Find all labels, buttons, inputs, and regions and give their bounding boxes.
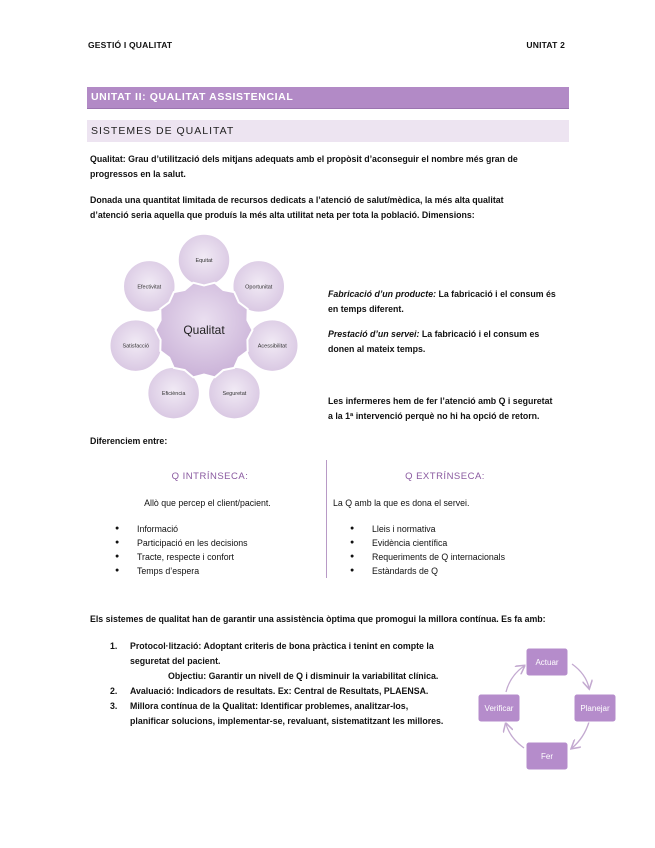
center-label: Qualitat (183, 323, 225, 337)
cycle-check (478, 694, 520, 722)
cycle-do-label: Fer (541, 752, 553, 761)
petal-label: Equitat (195, 258, 213, 264)
definition-label: Qualitat: (90, 154, 126, 164)
extrinsic-item: ● Estàndards de Q (350, 564, 505, 578)
service-text1: La fabricació i el consum es (421, 329, 540, 339)
step-3-text: Identificar problemes, analitzar-los, (260, 701, 409, 711)
step-1-text2: seguretat del pacient. (130, 656, 221, 666)
section-title: SISTEMES DE QUALITAT (87, 120, 569, 142)
step-3-number: 3. (110, 701, 118, 711)
petal-label: Seguretat (222, 391, 247, 398)
cycle-act-label: Actuar (535, 658, 559, 667)
nurse-line2: a la 1ª intervenció perquè no hi ha opció de retorn. (328, 411, 540, 421)
service-note (328, 327, 568, 357)
product-label: Fabricació d’un producte: (328, 289, 437, 299)
cycle-act (526, 648, 568, 676)
step-1-number: 1. (110, 641, 118, 651)
extrinsic-item: ● Evidència científica (350, 536, 505, 550)
intro (90, 193, 570, 223)
extrinsic-item: ● Lleis i normativa (350, 522, 505, 536)
step-1 (110, 639, 460, 654)
definition (90, 152, 570, 182)
intrinsic-item: ● Participació en les decisions (115, 536, 248, 550)
improvement-cycle (474, 644, 624, 774)
intrinsic-desc: Allò que percep el client/pacient. (144, 498, 271, 508)
dimensions-diagram (100, 232, 315, 422)
petal-label: Efectivitat (137, 284, 162, 291)
arrow-plan-do (572, 722, 589, 748)
header-right: UNITAT 2 (526, 40, 565, 50)
systems-intro: Els sistemes de qualitat han de garantir una assistència òptima que promogui la millora contínua. Es fa amb: (90, 614, 546, 624)
product-text1: La fabricació i el consum és (438, 289, 556, 299)
petal-satisfacció (110, 320, 162, 372)
cycle-plan-label: Planejar (580, 704, 610, 713)
service-label: Prestació d’un servei: (328, 329, 420, 339)
intrinsic-title: Q INTRÍNSECA: (171, 471, 249, 482)
product-text2: en temps diferent. (328, 304, 404, 314)
intrinsic-item: ● Temps d’espera (115, 564, 248, 578)
cycle-plan (574, 694, 616, 722)
cycle-check-label: Verificar (484, 704, 514, 713)
petal-equitat (178, 234, 230, 286)
intrinsic-list (115, 522, 248, 578)
petal-label: Satisfacció (122, 343, 150, 350)
extrinsic-title: Q EXTRÍNSECA: (405, 471, 485, 482)
nurse-note (328, 394, 573, 424)
petal-acessibilitat (246, 320, 298, 372)
step-1-objective (110, 669, 460, 684)
steps-list (110, 639, 460, 729)
step-1-objective-text: Garantir un nivell de Q i disminuir la variabilitat clínica. (208, 671, 439, 681)
step-1-label: Protocol·lització: (130, 641, 202, 651)
product-note (328, 287, 568, 317)
definition-line1: Grau d’utilització dels mitjans adequats amb el propòsit d’aconseguir el nombre més gran de (128, 154, 518, 164)
intrinsic-item: ● Informació (115, 522, 248, 536)
step-2 (110, 684, 460, 699)
diff-label: Diferenciem entre: (90, 436, 168, 446)
nurse-line1: Les infermeres hem de fer l’atenció amb Q i seguretat (328, 396, 553, 406)
intro-line1: Donada una quantitat limitada de recursos dedicats a l’atenció de salut/mèdica, la més alta qualitat (90, 195, 504, 205)
extrinsic-item: ● Requeriments de Q internacionals (350, 550, 505, 564)
petal-label: Acessibilitat (257, 343, 287, 350)
step-3-label: Millora contínua de la Qualitat: (130, 701, 259, 711)
extrinsic-desc: La Q amb la que es dona el servei. (333, 498, 470, 508)
step-1-text: Adoptant criteris de bona pràctica i tenint en compte la (203, 641, 434, 651)
cycle-do (526, 742, 568, 770)
step-3 (110, 699, 460, 714)
arrow-act-plan (572, 664, 589, 688)
header-left: GESTIÓ I QUALITAT (88, 40, 173, 50)
service-text2: donen al mateix temps. (328, 344, 426, 354)
step-2-number: 2. (110, 686, 118, 696)
definition-line2: progressos en la salut. (90, 169, 186, 179)
intrinsic-item: ● Tracte, respecte i confort (115, 550, 248, 564)
step-3-text2: planificar solucions, implementar-se, revaluant, sistematitzant les millores. (130, 716, 444, 726)
arrow-do-check (506, 724, 524, 748)
intro-line2: d’atenció seria aquella que produís la més alta utilitat neta per tota la població. Dimensions: (90, 210, 475, 220)
unit-title: UNITAT II: QUALITAT ASSISTENCIAL (87, 87, 569, 108)
step-2-text: Indicadors de resultats. Ex: Central de Resultats, PLAENSA. (176, 686, 429, 696)
petal-label: Eficiència (161, 391, 186, 398)
arrow-check-act (506, 666, 524, 692)
step-1-objective-label: Objectiu: (168, 671, 207, 681)
step-2-label: Avaluació: (130, 686, 175, 696)
extrinsic-list (350, 522, 505, 578)
petal-label: Oportunitat (245, 284, 273, 291)
column-divider (326, 460, 327, 578)
